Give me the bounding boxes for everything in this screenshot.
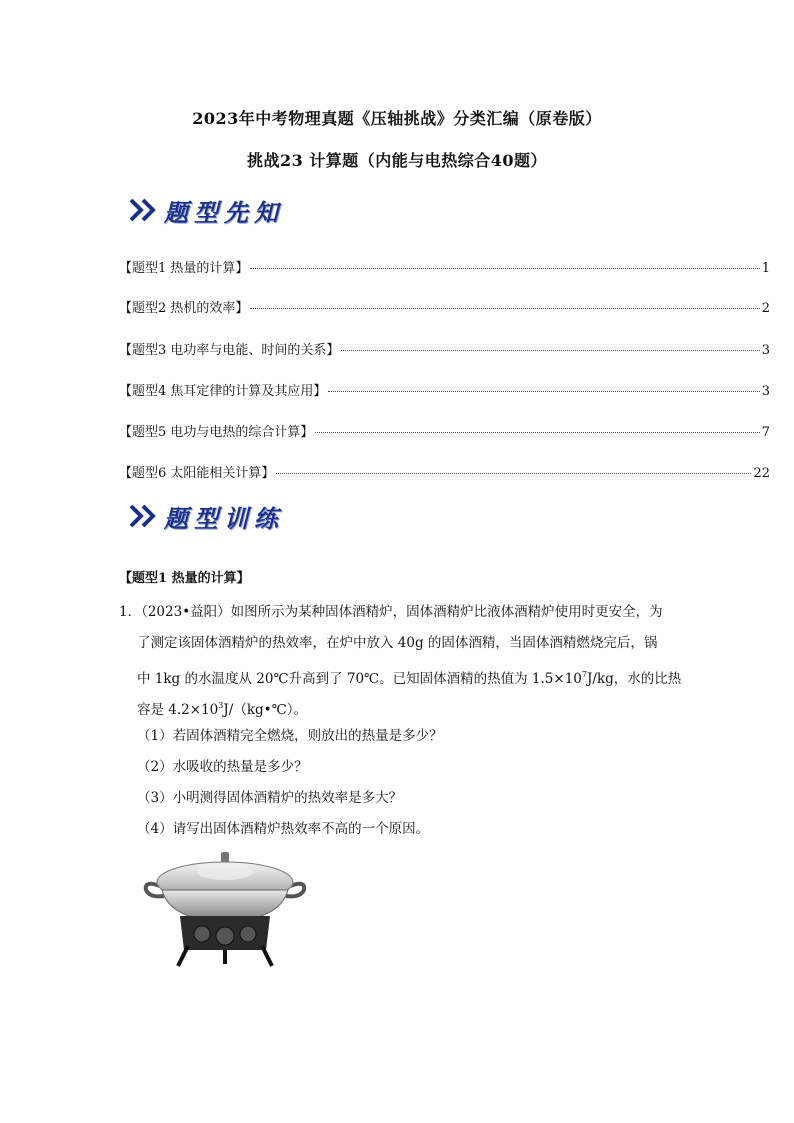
banner-title: 题型训练 <box>164 503 284 533</box>
toc-entry[interactable]: 【题型2 热机的效率】 2 <box>119 301 770 316</box>
toc-entry[interactable]: 【题型5 电功与电热的综合计算】 7 <box>119 425 770 440</box>
sub-question: （1）若固体酒精完全燃烧，则放出的热量是多少？ <box>137 728 443 744</box>
toc-entry[interactable]: 【题型6 太阳能相关计算】 22 <box>119 466 770 481</box>
title-line-2: 挑战23 计算题（内能与电热综合40题） <box>246 151 548 170</box>
problem-text: 1．（2023•益阳）如图所示为某种固体酒精炉，固体酒精炉比液体酒精炉使用时更安全，为 <box>119 604 663 620</box>
alcohol-stove-image <box>140 850 310 970</box>
problem-text: 容是 $4.2\times 10^3J/(kg•℃)$。 <box>137 701 307 718</box>
toc-entry[interactable]: 【题型1 热量的计算】 1 <box>119 261 770 276</box>
banner-title: 题型先知 <box>164 197 284 227</box>
double-chevron-icon <box>128 503 160 529</box>
toc-entry[interactable]: 【题型3 电功率与电能、时间的关系】 3 <box>119 343 770 358</box>
title-line-1: 2023年中考物理真题《压轴挑战》分类汇编（原卷版） <box>192 109 602 128</box>
toc-entry[interactable]: 【题型4 焦耳定律的计算及其应用】 3 <box>119 384 770 399</box>
problem-text: 中 1kg 的水温度从 20℃升高到了 70℃。已知固体酒精的热值为 $1.5\times 10^7J/kg$，水的比热 <box>137 670 682 687</box>
sub-question: （2）水吸收的热量是多少？ <box>137 759 308 775</box>
problem-text: 了测定该固体酒精炉的热效率，在炉中放入 40g 的固体酒精，当固体酒精燃烧完后，锅 <box>137 635 658 651</box>
double-chevron-icon <box>128 197 160 223</box>
banner-question-training <box>128 498 284 534</box>
section-heading: 【题型1 热量的计算】 <box>119 571 250 586</box>
sub-question: （4）请写出固体酒精炉热效率不高的一个原因。 <box>137 821 430 837</box>
sub-question: （3）小明测得固体酒精炉的热效率是多大？ <box>137 790 403 806</box>
banner-question-preview <box>128 192 284 228</box>
